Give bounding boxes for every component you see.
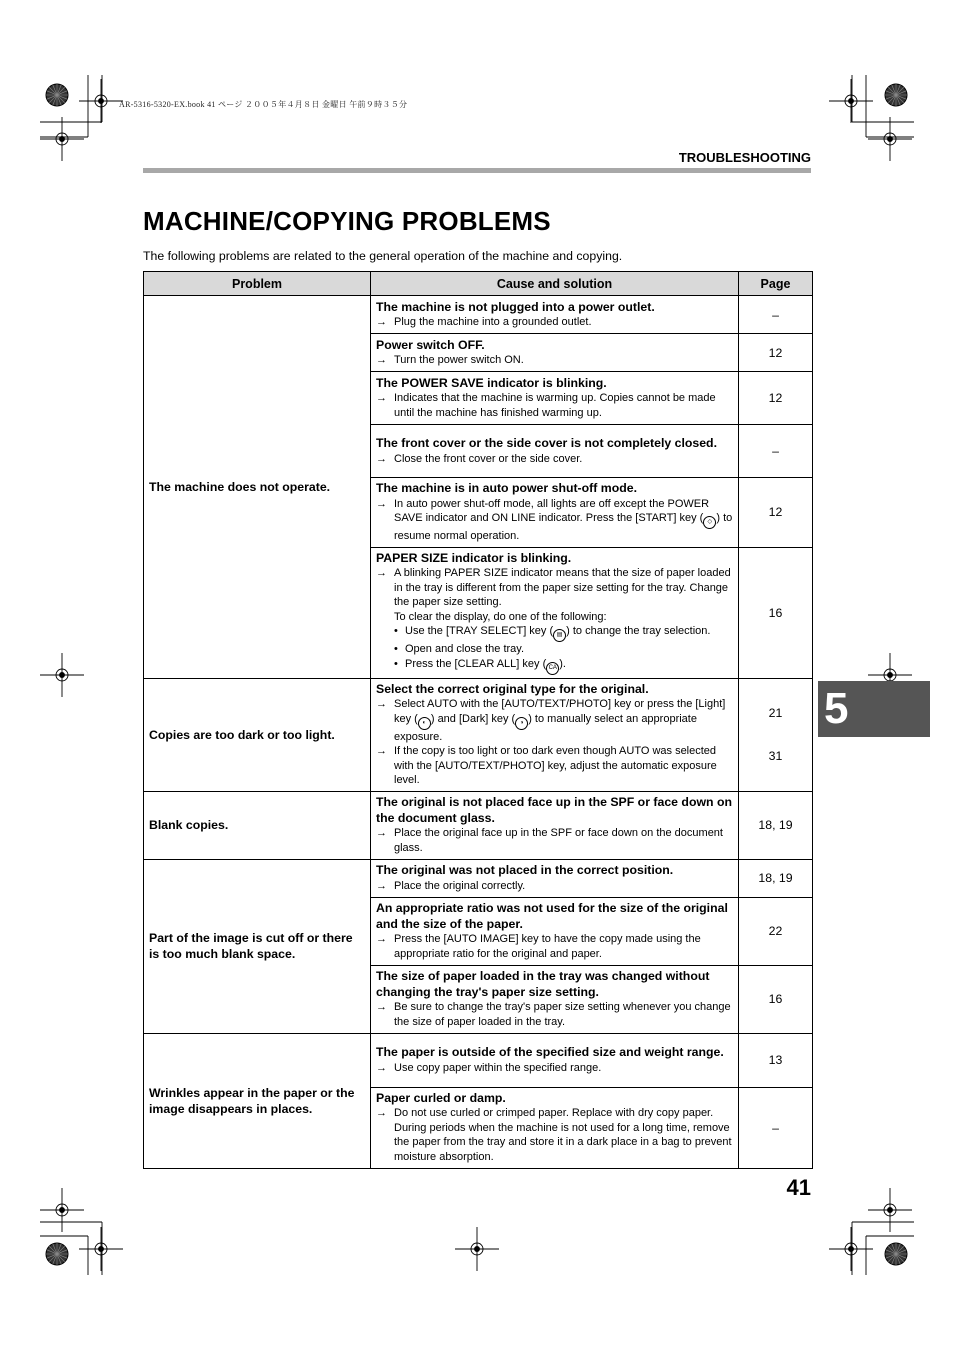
cause-cell — [371, 372, 739, 425]
problem-cell: The machine does not operate. — [144, 296, 371, 679]
intro-text: The following problems are related to the general operation of the machine and copying. — [143, 249, 623, 263]
solution-line: → Press the [AUTO IMAGE] key to have the copy made using the appropriate ratio for the original and paper. — [376, 933, 701, 960]
solution-line: → A blinking PAPER SIZE indicator means that the size of paper loaded in the tray is different from the paper size setting for the tray. Change the paper size setting. To clear the display, do one of the following: • Use the [TRAY SELECT] key ( ▤ ) to change the tray selection. • Open and close the tray. • Press the [CLEAR ALL] key ( CA ). — [376, 566, 733, 675]
problem-cell: Part of the image is cut off or there is too much blank space. — [144, 859, 371, 1033]
arrow-icon: → — [376, 316, 387, 328]
page-cell: – — [739, 425, 813, 478]
solution-line: → Select AUTO with the [AUTO/TEXT/PHOTO] key or press the [Light] key ( ◐ ) and [Dark] key ( ◑ ) to manually select an appropriate exposure. — [376, 698, 726, 743]
solution-line: → Use copy paper within the specified range. — [376, 1061, 602, 1074]
cause-cell — [371, 296, 739, 334]
column-header-cause: Cause and solution — [371, 272, 739, 296]
rosette-mark-icon — [46, 84, 68, 106]
arrow-icon: → — [376, 1107, 387, 1120]
page-cell: 12 — [739, 478, 813, 548]
cause-cell — [371, 897, 739, 965]
page-cell: 12 — [739, 334, 813, 372]
page-ref: 31 — [768, 749, 783, 763]
solution-line: → Indicates that the machine is warming up. Copies cannot be made until the machine has finished warming up. — [376, 392, 716, 419]
clear-all-key-icon: CA — [546, 662, 559, 675]
cause-cell — [371, 547, 739, 678]
rosette-mark-icon — [885, 1243, 907, 1265]
troubleshooting-table — [143, 271, 813, 1169]
solution-line: → Place the original face up in the SPF or face down on the document glass. — [376, 827, 723, 854]
column-header-page: Page — [739, 272, 813, 296]
print-metadata-line: AR-5316-5320-EX.book 41 ページ ２００５年４月８日 金曜日 午前９時３５分 — [119, 100, 408, 109]
crosshair-mark-icon — [79, 79, 123, 123]
arrow-icon: → — [376, 452, 387, 465]
table-row — [144, 678, 813, 791]
cause-title: The original is not placed face up in the SPF or face down on the document glass. — [376, 795, 732, 825]
solution-line: → Place the original correctly. — [376, 879, 526, 892]
page-title: MACHINE/COPYING PROBLEMS — [143, 206, 551, 236]
page-cell — [739, 678, 813, 791]
solution-line: → Turn the power switch ON. — [376, 354, 524, 366]
table-row — [144, 791, 813, 859]
dark-key-icon: ◑ — [515, 717, 528, 730]
cause-title: An appropriate ratio was not used for the size of the original and the size of the paper. — [376, 901, 728, 931]
cause-cell — [371, 678, 739, 791]
arrow-icon: → — [376, 1061, 387, 1074]
solution-line: → Plug the machine into a grounded outlet. — [376, 316, 592, 328]
bullet-item: • Press the [CLEAR ALL] key ( CA ). — [394, 657, 733, 675]
arrow-icon: → — [376, 879, 387, 892]
crosshair-mark-icon — [40, 653, 84, 697]
problem-cell: Wrinkles appear in the paper or the image disappears in places. — [144, 1033, 371, 1168]
arrow-icon: → — [376, 745, 387, 757]
bullet-icon: • — [394, 643, 398, 655]
column-header-problem: Problem — [144, 272, 371, 296]
table-header-row — [144, 272, 813, 296]
crosshair-mark-icon — [79, 1227, 123, 1271]
arrow-icon: → — [376, 933, 387, 945]
page-cell: 18, 19 — [739, 859, 813, 897]
cause-cell — [371, 859, 739, 897]
light-key-icon: ◐ — [418, 717, 431, 730]
page-number: 41 — [786, 1175, 811, 1200]
table-row — [144, 859, 813, 897]
page-cell: – — [739, 1087, 813, 1168]
bullet-item: • Use the [TRAY SELECT] key ( ▤ ) to change the tray selection. — [394, 624, 733, 642]
crosshair-mark-icon — [40, 117, 84, 161]
solution-line: → Close the front cover or the side cover. — [376, 452, 583, 465]
cause-title: The paper is outside of the specified size and weight range. — [376, 1045, 724, 1059]
problem-cell: Blank copies. — [144, 791, 371, 859]
page-cell: 22 — [739, 897, 813, 965]
arrow-icon: → — [376, 1001, 387, 1013]
arrow-icon: → — [376, 392, 387, 405]
cause-title: The original was not placed in the correct position. — [376, 863, 674, 877]
problem-cell: Copies are too dark or too light. — [144, 678, 371, 791]
crosshair-mark-icon — [868, 1188, 912, 1232]
cause-cell — [371, 478, 739, 548]
page-ref: 21 — [768, 706, 783, 720]
page-cell: 12 — [739, 372, 813, 425]
cause-title: The size of paper loaded in the tray was changed without changing the tray's paper size setting. — [376, 969, 710, 999]
table-row — [144, 296, 813, 334]
arrow-icon: → — [376, 497, 387, 510]
cause-title: The machine is in auto power shut-off mode. — [376, 481, 637, 495]
start-key-icon: ◇ — [703, 516, 716, 529]
section-header: TROUBLESHOOTING — [678, 150, 811, 165]
solution-line: → Be sure to change the tray's paper size setting whenever you change the size of paper loaded in the tray. — [376, 1001, 731, 1028]
page-cell: 16 — [739, 547, 813, 678]
cause-title: Select the correct original type for the original. — [376, 681, 649, 696]
cause-title: The machine is not plugged into a power outlet. — [376, 299, 655, 314]
cause-cell — [371, 1087, 739, 1168]
chapter-tab: 5 — [818, 681, 930, 737]
cause-title: The front cover or the side cover is not completely closed. — [376, 436, 717, 450]
bullet-icon: • — [394, 625, 398, 637]
page-cell: – — [739, 296, 813, 334]
page-cell: 16 — [739, 965, 813, 1033]
bullet-icon: • — [394, 657, 398, 670]
arrow-icon: → — [376, 354, 387, 366]
arrow-icon: → — [376, 698, 387, 710]
crosshair-mark-icon — [455, 1227, 499, 1271]
crosshair-mark-icon — [868, 117, 912, 161]
bullet-item: • Open and close the tray. — [394, 643, 525, 655]
solution-line: → Do not use curled or crimped paper. Replace with dry copy paper. During periods when the machine is not used for a long time, remove the paper from the tray and store it in a dark place in a bag to prevent moisture absorption. — [376, 1107, 732, 1163]
header-rule — [143, 168, 811, 173]
cause-cell — [371, 334, 739, 372]
arrow-icon: → — [376, 567, 387, 579]
arrow-icon: → — [376, 827, 387, 839]
rosette-mark-icon — [46, 1243, 68, 1265]
cause-title: Power switch OFF. — [376, 337, 485, 352]
table-row — [144, 1033, 813, 1087]
cause-cell — [371, 965, 739, 1033]
cause-cell — [371, 1033, 739, 1087]
cause-cell — [371, 791, 739, 859]
rosette-mark-icon — [885, 84, 907, 106]
page-cell: 13 — [739, 1033, 813, 1087]
cause-cell — [371, 425, 739, 478]
crosshair-mark-icon — [40, 1188, 84, 1232]
page-cell: 18, 19 — [739, 791, 813, 859]
cause-title: Paper curled or damp. — [376, 1090, 506, 1105]
solution-line: → In auto power shut-off mode, all lights are off except the POWER SAVE indicator and ON LINE indicator. Press the [START] key ( ◇ ) to resume normal operation. — [376, 497, 733, 542]
tray-select-key-icon: ▤ — [553, 629, 566, 642]
solution-line: → If the copy is too light or too dark even though AUTO was selected with the [AUTO/TEXT/PHOTO] key, adjust the automatic exposure level. — [376, 745, 717, 786]
cause-title: The POWER SAVE indicator is blinking. — [376, 375, 607, 390]
cause-title: PAPER SIZE indicator is blinking. — [376, 550, 572, 565]
